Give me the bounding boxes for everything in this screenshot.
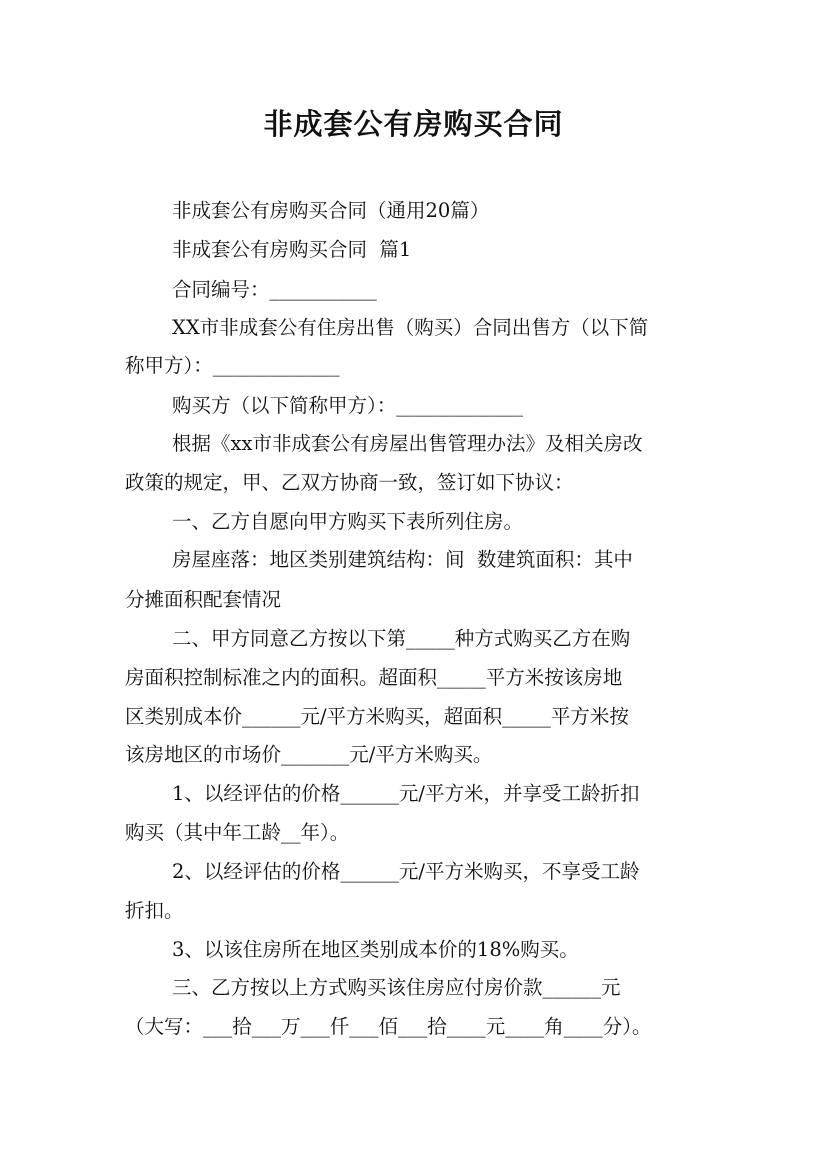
document-line: XX市非成套公有住房出售（购买）合同出售方（以下简 xyxy=(172,316,649,339)
document-line: 称甲方）：_____________ xyxy=(125,354,340,377)
document-line: 合同编号：___________ xyxy=(172,278,377,301)
document-line: 分摊面积配套情况 xyxy=(125,588,282,611)
document-line: 区类别成本价______元/平方米购买，超面积_____平方米按 xyxy=(125,705,629,728)
document-line: 非成套公有房购买合同 篇1 xyxy=(172,238,412,261)
document-line: 3、以该住房所在地区类别成本价的18%购买。 xyxy=(172,938,579,961)
document-line: （大写：___拾___万___仟___佰___拾____元____角____分）。 xyxy=(125,1015,652,1038)
document-line: 非成套公有房购买合同（通用20篇） xyxy=(172,199,490,222)
document-line: 购买（其中年工龄__年）。 xyxy=(125,821,350,844)
document-line: 二、甲方同意乙方按以下第_____种方式购买乙方在购 xyxy=(172,627,631,650)
document-line: 2、以经评估的价格______元/平方米购买，不享受工龄 xyxy=(172,860,640,883)
document-title: 非成套公有房购买合同 xyxy=(263,107,564,141)
document-line: 1、以经评估的价格______元/平方米，并享受工龄折扣 xyxy=(172,782,640,805)
document-line: 房屋座落：地区类别建筑结构：间 数建筑面积：其中 xyxy=(172,548,633,571)
document-line: 购买方（以下简称甲方）：_____________ xyxy=(172,394,524,417)
document-line: 政策的规定，甲、乙双方协商一致，签订如下协议： xyxy=(125,471,574,494)
document-line: 三、乙方按以上方式购买该住房应付房价款______元 xyxy=(172,976,621,999)
document-line: 该房地区的市场价_______元/平方米购买。 xyxy=(125,743,493,766)
document-line: 根据《xx市非成套公有房屋出售管理办法》及相关房改 xyxy=(172,432,643,455)
document-line: 房面积控制标准之内的面积。超面积_____平方米按该房地 xyxy=(125,666,623,689)
document-line: 折扣。 xyxy=(125,899,184,922)
document-line: 一、乙方自愿向甲方购买下表所列住房。 xyxy=(172,510,524,533)
